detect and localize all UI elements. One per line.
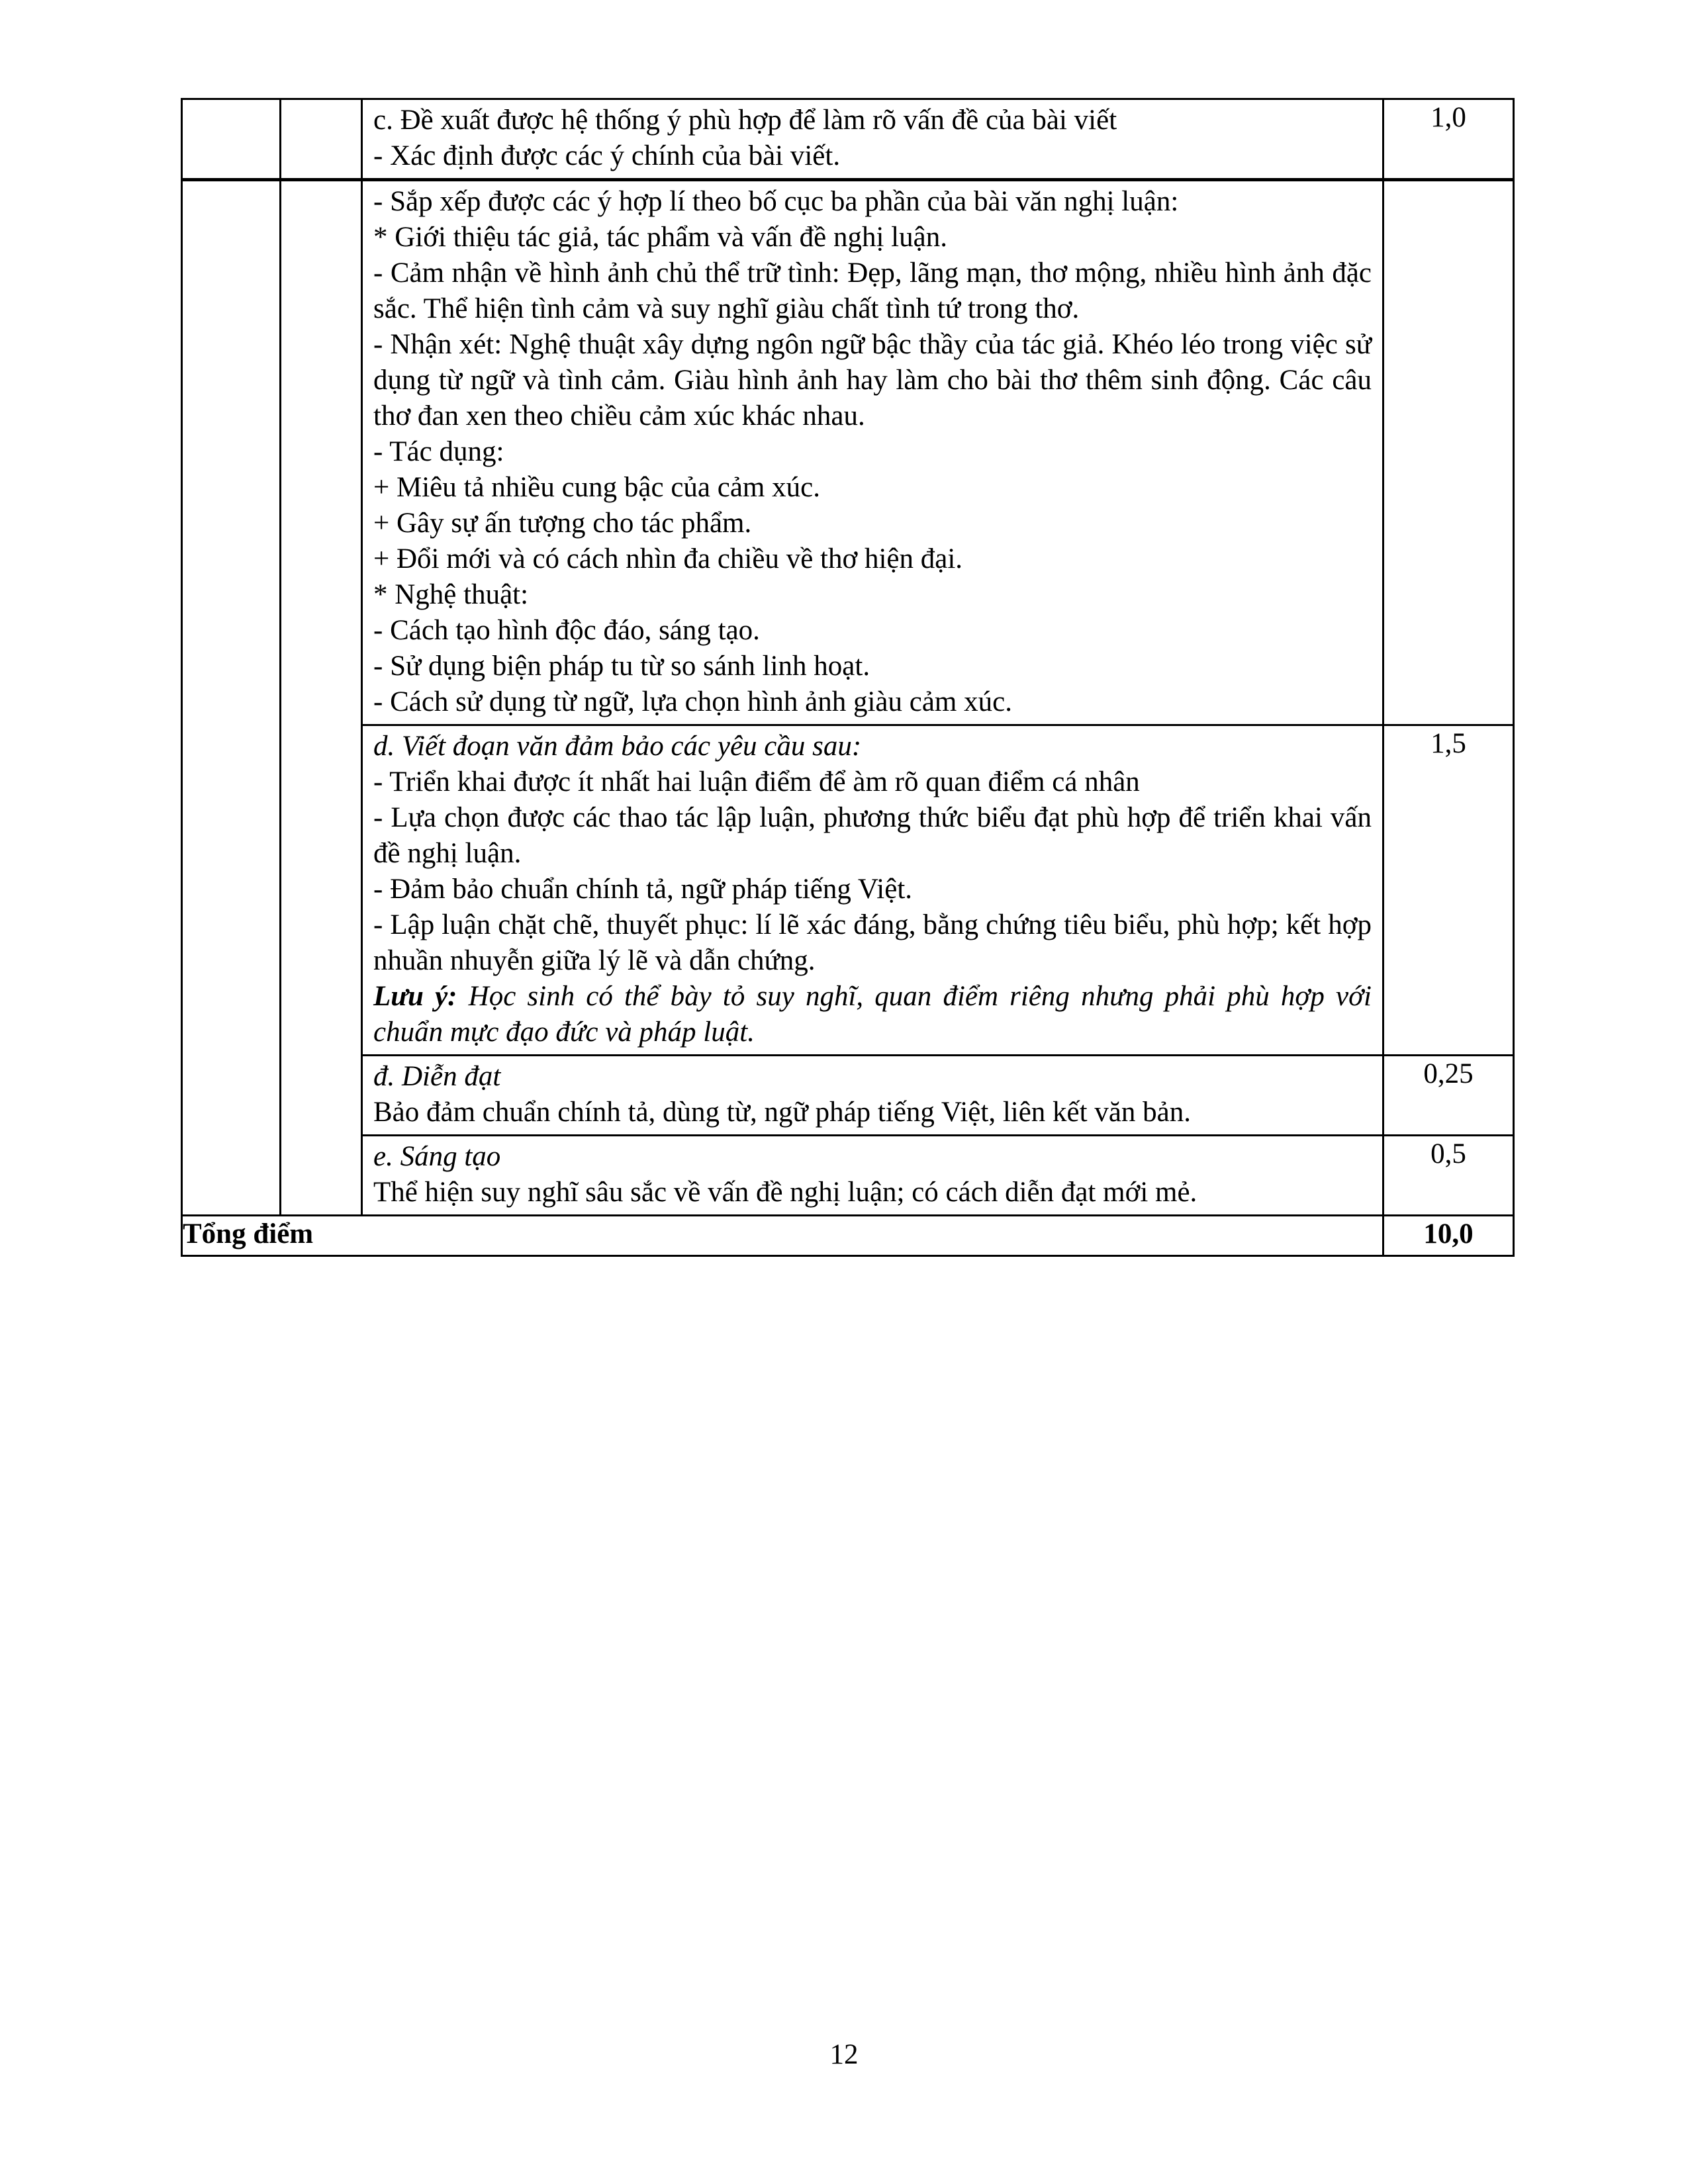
table-row bbox=[182, 99, 1514, 180]
criterion-line: - Sắp xếp được các ý hợp lí theo bố cục ba phần của bài văn nghị luận: bbox=[373, 186, 1179, 217]
criterion-line: + Gây sự ấn tượng cho tác phẩm. bbox=[373, 508, 752, 539]
score-cell: 1,5 bbox=[1383, 725, 1514, 1056]
criterion-line: - Nhận xét: Nghệ thuật xây dựng ngôn ngữ bậc thầy của tác giả. Khéo léo trong việc sử dụng từ ngữ và tình cảm. Giàu hình ảnh hay làm cho bài thơ thêm sinh động. Các câu thơ đan xen theo chiều cảm xúc khác nhau. bbox=[373, 329, 1372, 432]
criterion-line: c. Đề xuất được hệ thống ý phù hợp để làm rõ vấn đề của bài viết bbox=[373, 105, 1117, 136]
score-cell: 0,5 bbox=[1383, 1136, 1514, 1216]
score-cell: 1,0 bbox=[1383, 99, 1514, 180]
criterion-line: Bảo đảm chuẩn chính tả, dùng từ, ngữ pháp tiếng Việt, liên kết văn bản. bbox=[373, 1097, 1192, 1128]
criterion-text bbox=[363, 726, 1382, 1054]
criterion-line: - Lập luận chặt chẽ, thuyết phục: lí lẽ xác đáng, bằng chứng tiêu biểu, phù hợp; kết hợp nhuần nhuyễn giữa lý lẽ và dẫn chứng. bbox=[373, 909, 1372, 976]
criterion-text bbox=[363, 181, 1382, 724]
score-cell: 0,25 bbox=[1383, 1056, 1514, 1136]
table-cell bbox=[182, 180, 281, 1216]
criterion-line: * Giới thiệu tác giả, tác phẩm và vấn đề nghị luận. bbox=[373, 222, 947, 253]
criterion-text bbox=[363, 1056, 1382, 1134]
criterion-text bbox=[363, 100, 1382, 178]
criterion-line: + Đổi mới và có cách nhìn đa chiều về thơ hiện đại. bbox=[373, 543, 963, 574]
criterion-line: - Triển khai được ít nhất hai luận điểm để àm rõ quan điểm cá nhân bbox=[373, 766, 1140, 797]
criterion-line: - Đảm bảo chuẩn chính tả, ngữ pháp tiếng Việt. bbox=[373, 874, 913, 905]
table-row bbox=[182, 1136, 1514, 1216]
criterion-heading: đ. Diễn đạt bbox=[373, 1061, 501, 1092]
criterion-heading: e. Sáng tạo bbox=[373, 1141, 501, 1172]
table-row bbox=[182, 1056, 1514, 1136]
criterion-line: - Sử dụng biện pháp tu từ so sánh linh hoạt. bbox=[373, 651, 870, 682]
note-label: Lưu ý: bbox=[373, 981, 457, 1012]
table-row bbox=[182, 180, 1514, 725]
criterion-line: - Cách sử dụng từ ngữ, lựa chọn hình ảnh giàu cảm xúc. bbox=[373, 686, 1012, 717]
criterion-line: - Tác dụng: bbox=[373, 436, 504, 467]
criterion-text bbox=[363, 1136, 1382, 1214]
criterion-line: + Miêu tả nhiều cung bậc của cảm xúc. bbox=[373, 472, 820, 503]
total-score: 10,0 bbox=[1383, 1216, 1514, 1256]
table-cell bbox=[362, 99, 1383, 180]
criterion-line: - Lựa chọn được các thao tác lập luận, phương thức biểu đạt phù hợp để triển khai vấn đề nghị luận. bbox=[373, 802, 1372, 869]
table-cell bbox=[182, 99, 281, 180]
table-cell bbox=[362, 1056, 1383, 1136]
table-cell bbox=[362, 1136, 1383, 1216]
scoring-rubric-table bbox=[181, 98, 1515, 1257]
table-cell bbox=[281, 99, 362, 180]
table-row bbox=[182, 725, 1514, 1056]
criterion-line: - Cảm nhận về hình ảnh chủ thể trữ tình: Đẹp, lãng mạn, thơ mộng, nhiều hình ảnh đặc sắc. Thể hiện tình cảm và suy nghĩ giàu chất tình tứ trong thơ. bbox=[373, 257, 1372, 324]
note-text: Học sinh có thể bày tỏ suy nghĩ, quan điểm riêng nhưng phải phù hợp với chuẩn mực đạo đức và pháp luật. bbox=[373, 981, 1372, 1048]
score-cell bbox=[1383, 180, 1514, 725]
criterion-line: * Nghệ thuật: bbox=[373, 579, 529, 610]
criterion-line: - Cách tạo hình độc đáo, sáng tạo. bbox=[373, 615, 760, 646]
criterion-line: - Xác định được các ý chính của bài viết. bbox=[373, 140, 841, 171]
table-cell bbox=[362, 725, 1383, 1056]
table-cell bbox=[362, 180, 1383, 725]
page-number: 12 bbox=[829, 2039, 859, 2070]
total-label: Tổng điểm bbox=[182, 1216, 1383, 1256]
note-line bbox=[373, 979, 1372, 1050]
total-row bbox=[182, 1216, 1514, 1256]
criterion-line: Thể hiện suy nghĩ sâu sắc về vấn đề nghị luận; có cách diễn đạt mới mẻ. bbox=[373, 1177, 1197, 1208]
table-cell bbox=[281, 180, 362, 1216]
criterion-heading: d. Viết đoạn văn đảm bảo các yêu cầu sau: bbox=[373, 731, 862, 762]
